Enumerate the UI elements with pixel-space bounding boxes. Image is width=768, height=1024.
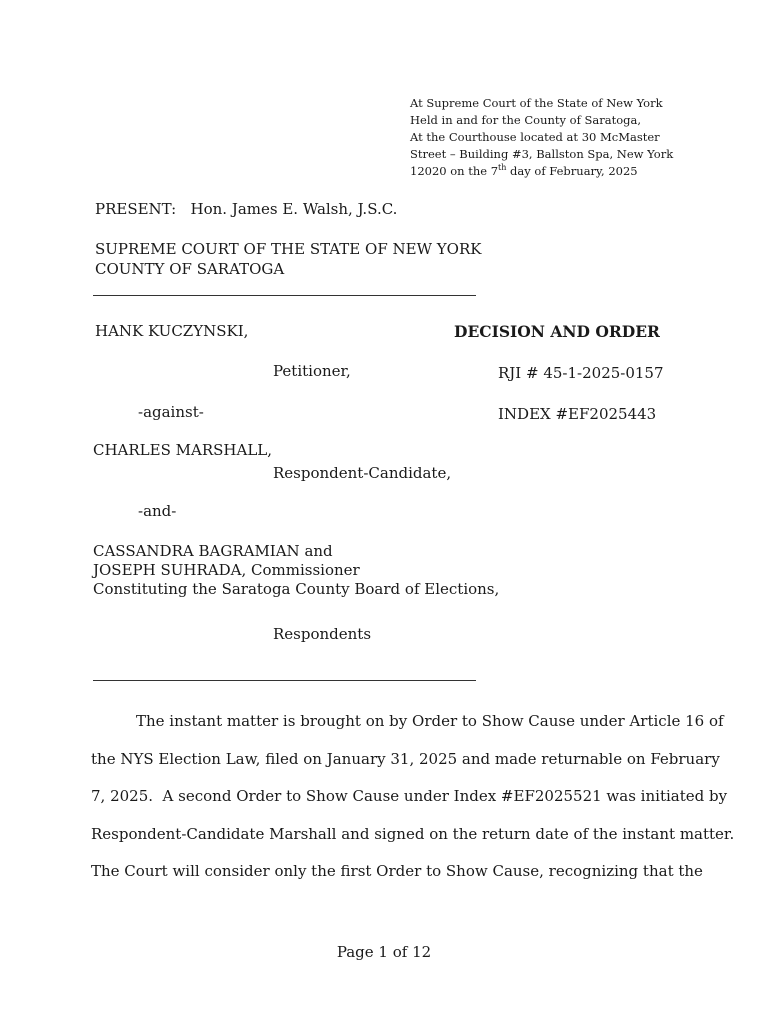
header-date-suffix: day of February, 2025 bbox=[506, 164, 638, 178]
caption-top-rule bbox=[93, 295, 476, 296]
respondents-line: CASSANDRA BAGRAMIAN and bbox=[93, 542, 333, 560]
court-name-line: COUNTY OF SARATOGA bbox=[95, 260, 285, 278]
present-judge: PRESENT: Hon. James E. Walsh, J.S.C. bbox=[95, 200, 398, 218]
respondents-names bbox=[93, 542, 499, 599]
rji-number: RJI # 45-1-2025-0157 bbox=[498, 364, 664, 382]
against-label: -against- bbox=[138, 403, 204, 421]
header-line: Street – Building #3, Ballston Spa, New York bbox=[410, 147, 674, 161]
header-line: At Supreme Court of the State of New York bbox=[410, 96, 663, 110]
respondents-role: Respondents bbox=[273, 625, 372, 643]
petitioner-name: HANK KUCZYNSKI, bbox=[95, 322, 249, 340]
header-date-prefix: 12020 on the 7 bbox=[410, 164, 499, 178]
header-date-line bbox=[410, 163, 673, 180]
document-title: DECISION AND ORDER bbox=[454, 322, 660, 341]
body-line: 7, 2025. A second Order to Show Cause under Index #EF2025521 was initiated by bbox=[91, 787, 728, 805]
court-location-header bbox=[410, 95, 673, 180]
respondent-candidate-role: Respondent-Candidate, bbox=[273, 464, 452, 482]
caption-bottom-rule bbox=[93, 680, 476, 681]
court-name bbox=[95, 239, 481, 279]
respondent-candidate-name: CHARLES MARSHALL, bbox=[93, 441, 273, 459]
body-line: the NYS Election Law, filed on January 31, 2025 and made returnable on February bbox=[91, 749, 720, 768]
header-line: At the Courthouse located at 30 McMaster bbox=[410, 130, 660, 144]
respondents-line: JOSEPH SUHRADA, Commissioner bbox=[93, 561, 360, 579]
header-date-ordinal: th bbox=[498, 163, 507, 173]
body-line: The instant matter is brought on by Order to Show Cause under Article 16 of bbox=[136, 712, 724, 730]
body-line: The Court will consider only the first Order to Show Cause, recognizing that the bbox=[91, 862, 703, 880]
petitioner-role: Petitioner, bbox=[273, 362, 351, 380]
index-number: INDEX #EF2025443 bbox=[498, 405, 657, 423]
body-paragraph bbox=[91, 703, 735, 891]
header-line: Held in and for the County of Saratoga, bbox=[410, 113, 642, 127]
court-name-line: SUPREME COURT OF THE STATE OF NEW YORK bbox=[95, 240, 482, 258]
respondents-line: Constituting the Saratoga County Board of Elections, bbox=[93, 580, 500, 598]
page-number: Page 1 of 12 bbox=[336, 943, 432, 961]
body-line: Respondent-Candidate Marshall and signed on the return date of the instant matter. bbox=[91, 824, 735, 843]
and-label: -and- bbox=[138, 502, 177, 520]
